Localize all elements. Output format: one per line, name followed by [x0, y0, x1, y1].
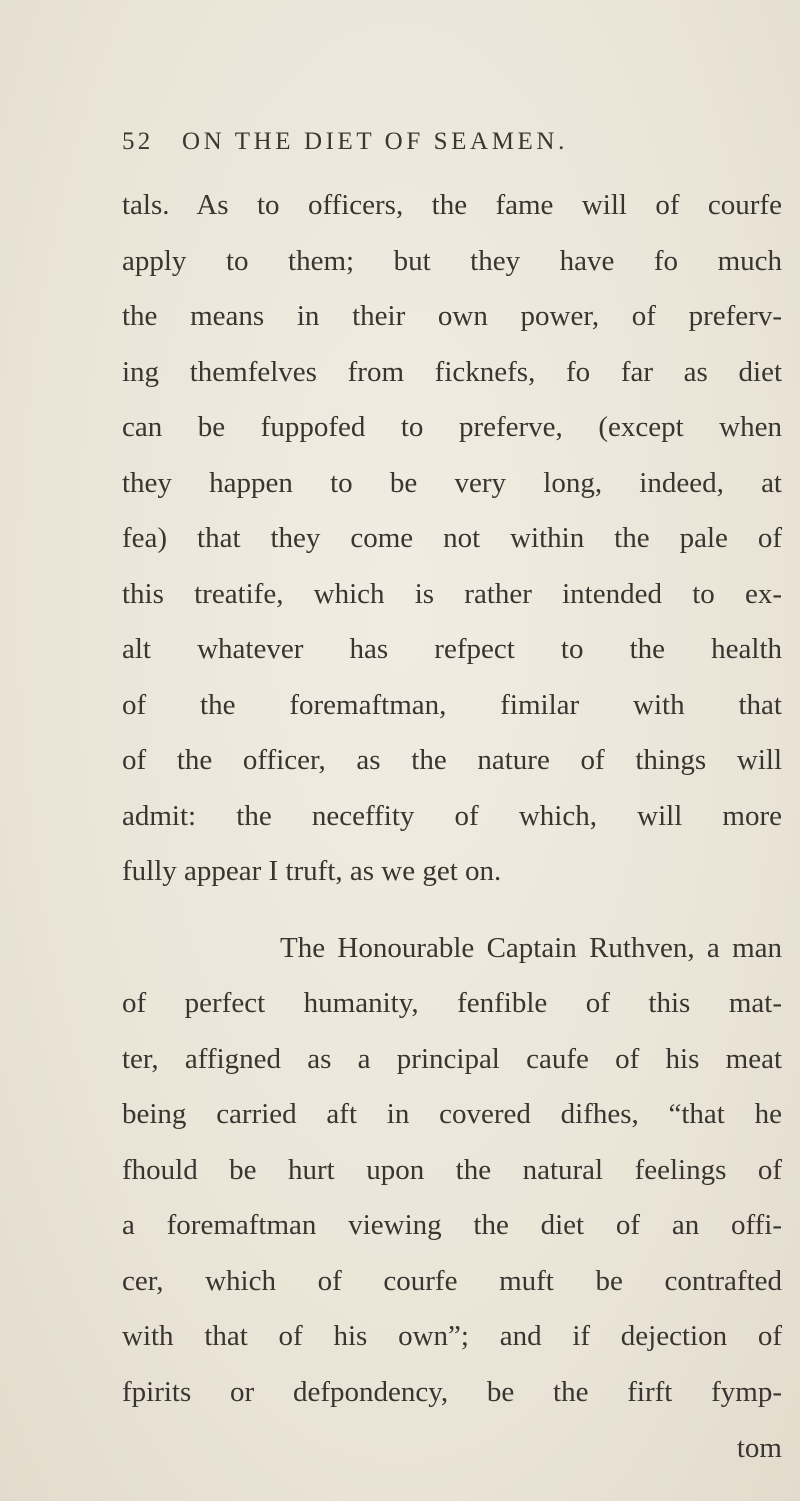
text-line: with that of his own”; and if dejection of	[122, 1320, 782, 1352]
text-line: The Honourable Captain Ruthven, a man	[280, 932, 782, 964]
page-header	[122, 128, 722, 168]
text-line: being carried aft in covered difhes, “that he	[122, 1098, 782, 1130]
text-line: alt whatever has refpect to the health	[122, 633, 782, 665]
text-line: the means in their own power, of preferv-	[122, 300, 782, 332]
text-line: fhould be hurt upon the natural feelings of	[122, 1154, 782, 1186]
text-line: fea) that they come not within the pale of	[122, 522, 782, 554]
text-line: ter, affigned as a principal caufe of his meat	[122, 1043, 782, 1075]
catchword: tom	[736, 1432, 782, 1464]
text-line: fully appear I truft, as we get on.	[122, 855, 502, 887]
text-line: of the officer, as the nature of things will	[122, 744, 782, 776]
text-line: they happen to be very long, indeed, at	[122, 467, 782, 499]
text-line: cer, which of courfe muft be contrafted	[122, 1265, 782, 1297]
text-line: admit: the neceffity of which, will more	[122, 800, 782, 832]
page-number: 52	[122, 128, 154, 155]
running-title: ON THE DIET OF SEAMEN.	[182, 128, 568, 155]
text-line: a foremaftman viewing the diet of an offi-	[122, 1209, 782, 1241]
text-line: this treatife, which is rather intended to ex-	[122, 578, 782, 610]
text-line: of the foremaftman, fimilar with that	[122, 689, 782, 721]
text-line: apply to them; but they have fo much	[122, 245, 782, 277]
text-line: ing themfelves from ficknefs, fo far as diet	[122, 356, 782, 388]
text-line: can be fuppofed to preferve, (except when	[122, 411, 782, 443]
text-line: fpirits or defpondency, be the firft fymp-	[122, 1376, 782, 1408]
text-line: tals. As to officers, the fame will of courfe	[122, 189, 782, 221]
text-line: of perfect humanity, fenfible of this mat-	[122, 987, 782, 1019]
